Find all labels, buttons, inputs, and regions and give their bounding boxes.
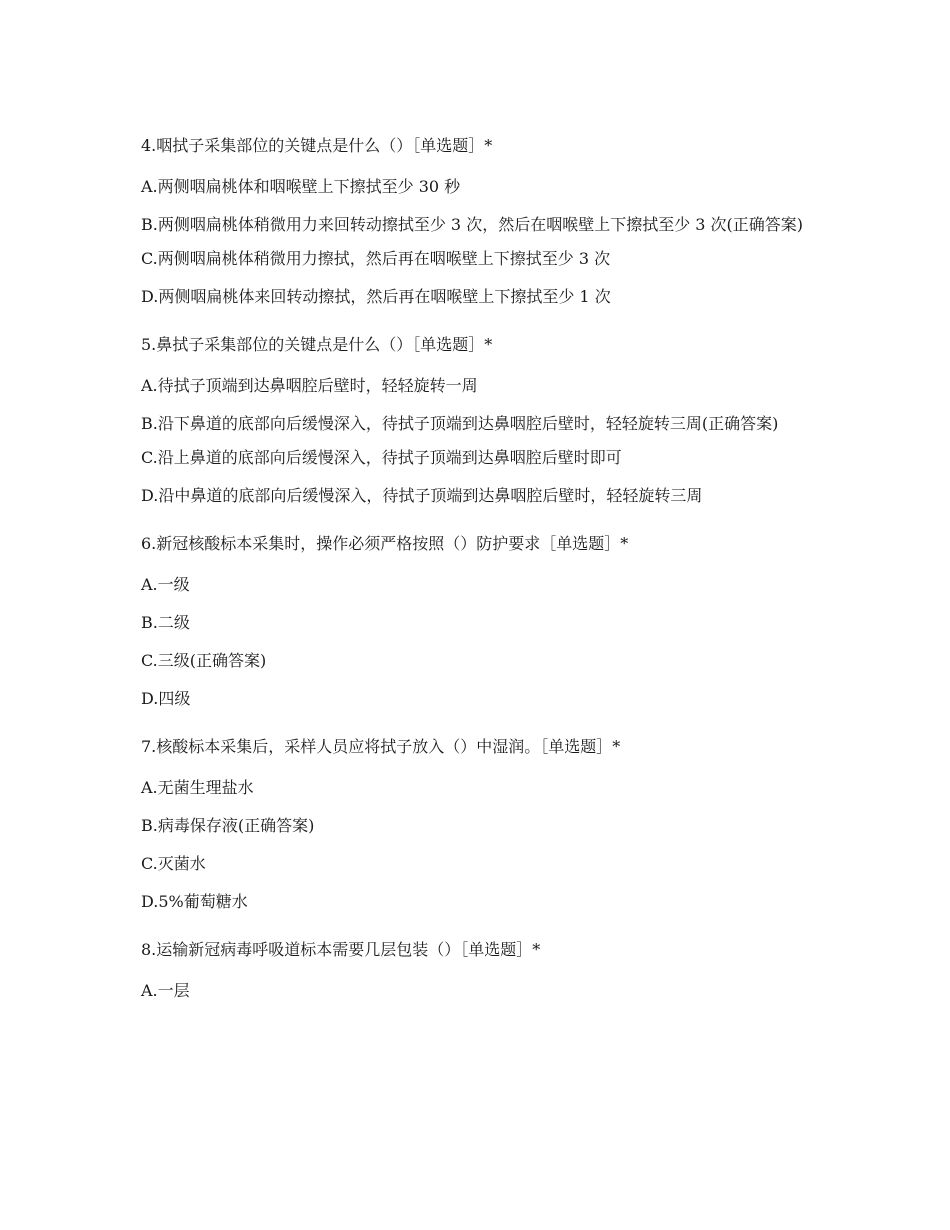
- option-b: B.二级: [141, 613, 190, 632]
- option-c: C.三级(正确答案): [141, 651, 267, 670]
- question-title: 7.核酸标本采集后，采样人员应将拭子放入（）中湿润。［单选题］*: [141, 737, 621, 756]
- document-page: [141, 134, 831, 1017]
- question-8: [141, 938, 831, 1003]
- question-6: [141, 532, 831, 711]
- question-4: [141, 134, 831, 309]
- question-7: [141, 735, 831, 914]
- option-d: D.5%葡萄糖水: [141, 892, 248, 911]
- option-c: C.沿上鼻道的底部向后缓慢深入，待拭子顶端到达鼻咽腔后壁时即可: [141, 448, 622, 467]
- question-title: 4.咽拭子采集部位的关键点是什么（）［单选题］*: [141, 136, 493, 155]
- option-a: A.两侧咽扁桃体和咽喉壁上下擦拭至少 30 秒: [141, 177, 461, 196]
- option-d: D.四级: [141, 689, 191, 708]
- option-a: A.无菌生理盐水: [141, 778, 254, 797]
- option-b: B.两侧咽扁桃体稍微用力来回转动擦拭至少 3 次，然后在咽喉壁上下擦拭至少 3 次(正确答案): [141, 215, 804, 234]
- question-5: [141, 333, 831, 508]
- question-title: 6.新冠核酸标本采集时，操作必须严格按照（）防护要求［单选题］*: [141, 534, 629, 553]
- option-b: B.病毒保存液(正确答案): [141, 816, 315, 835]
- option-c: C.两侧咽扁桃体稍微用力擦拭，然后再在咽喉壁上下擦拭至少 3 次: [141, 249, 611, 268]
- option-d: D.沿中鼻道的底部向后缓慢深入，待拭子顶端到达鼻咽腔后壁时，轻轻旋转三周: [141, 486, 703, 505]
- option-b: B.沿下鼻道的底部向后缓慢深入，待拭子顶端到达鼻咽腔后壁时，轻轻旋转三周(正确答案): [141, 414, 779, 433]
- question-title: 5.鼻拭子采集部位的关键点是什么（）［单选题］*: [141, 335, 493, 354]
- question-title: 8.运输新冠病毒呼吸道标本需要几层包装（）［单选题］*: [141, 940, 541, 959]
- option-a: A.待拭子顶端到达鼻咽腔后壁时，轻轻旋转一周: [141, 376, 478, 395]
- option-a: A.一级: [141, 575, 190, 594]
- option-d: D.两侧咽扁桃体来回转动擦拭，然后再在咽喉壁上下擦拭至少 1 次: [141, 287, 611, 306]
- option-a: A.一层: [141, 981, 190, 1000]
- option-c: C.灭菌水: [141, 854, 206, 873]
